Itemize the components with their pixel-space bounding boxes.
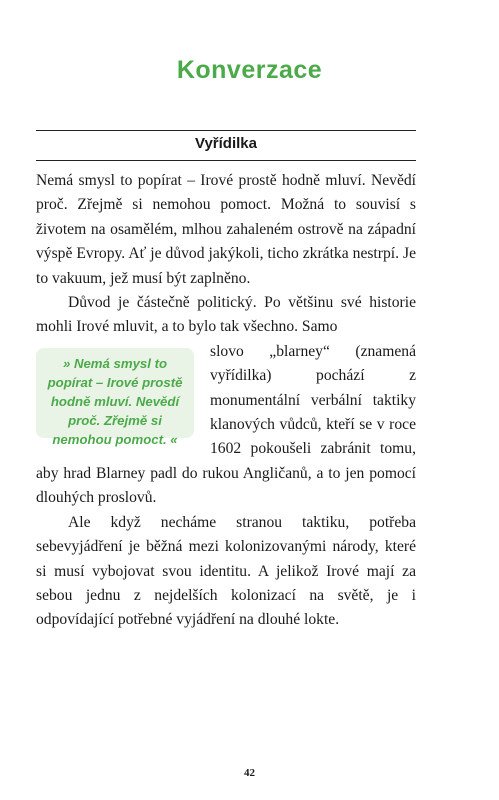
paragraph-2-continuation: slovo „blarney“ (znamená vyřídilka) pochází z monumentální verbální taktiky klanových vůdců, kteří se v roce 1602 pokoušeli zabránit tomu, aby hrad Blarney padl do rukou Angličanů, a to jen pomocí dlouhých proslovů. — [36, 342, 416, 507]
section-title: Vyřídilka — [195, 135, 257, 152]
chapter-title: Konverzace — [176, 56, 323, 84]
paragraph-3: Ale když necháme stranou taktiku, potřeba sebevyjádření je běžná mezi kolonizovanými národy, které si musí vybojovat svou identitu. A jelikož Irové mají za sebou jednu z nejdelších kolonizací na světě, je i odpovídající potřebné vyjádření na dlouhé lokte. — [36, 513, 416, 629]
paragraph-2-lead: Důvod je částečně politický. Po většinu své historie mohli Irové mluvit, a to bylo tak všechno. Samo — [36, 294, 416, 336]
section-rule-top — [36, 130, 416, 131]
paragraph-1: Nemá smysl to popírat – Irové prostě hodně mluví. Nevědí proč. Zřejmě si nemohou pomoct. Možná to souvisí s životem na osamělém, mlhou zahaleném ostrově na západní výspě Evropy. Ať je důvod jakýkoli, ticho zkrátka nestrpí. Je to vakuum, jež musí být zaplněno. — [36, 172, 416, 287]
body-text — [36, 169, 416, 633]
section-rule-bottom — [36, 160, 416, 161]
pull-quote: » Nemá smysl to popírat – Irové prostě hodně mluví. Nevědí proč. Zřejmě si nemohou pomoct. « — [36, 348, 194, 438]
page-number: 42 — [244, 767, 255, 779]
